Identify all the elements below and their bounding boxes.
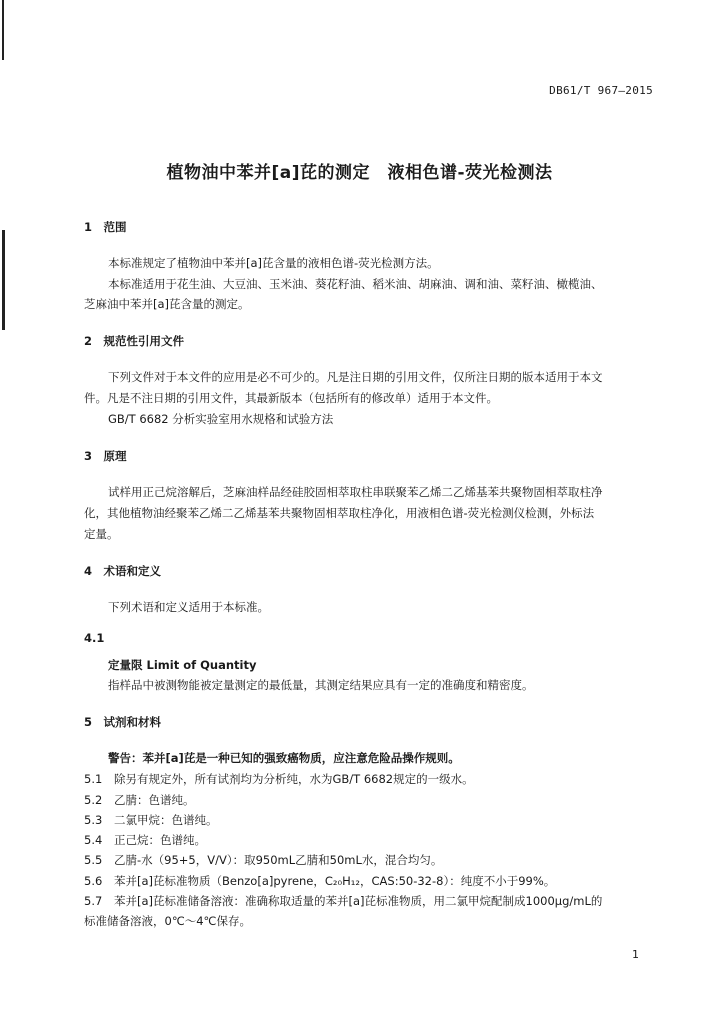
- section-5-heading: 5 试剂和材料: [84, 715, 162, 729]
- clause-5-5: 5.5 乙腈-水（95+5，V/V）：取950mL乙腈和50mL水，混合均匀。: [84, 853, 443, 867]
- section-1-para-2-line-1: 本标准适用于花生油、大豆油、玉米油、葵花籽油、稻米油、胡麻油、调和油、菜籽油、橄榄油、: [108, 277, 603, 291]
- section-2-heading: 2 规范性引用文件: [84, 334, 185, 348]
- clause-5-7: 5.7 苯并[a]芘标准储备溶液：准确称取适量的苯并[a]芘标准物质，用二氯甲烷配制成1000μg/mL的: [84, 894, 603, 908]
- section-2-para-1-line-1: 下列文件对于本文件的应用是必不可少的。凡是注日期的引用文件，仅所注日期的版本适用于本文: [108, 370, 603, 384]
- section-1-heading: 1 范围: [84, 220, 127, 234]
- clause-5-1: 5.1 除另有规定外，所有试剂均为分析纯，水为GB/T 6682规定的一级水。: [84, 772, 474, 786]
- term-definition: 指样品中被测物能被定量测定的最低量，其测定结果应具有一定的准确度和精密度。: [108, 678, 534, 692]
- document-title: 植物油中苯并[a]芘的测定 液相色谱-荧光检测法: [166, 163, 553, 183]
- section-4-para: 下列术语和定义适用于本标准。: [108, 600, 269, 614]
- section-3-para-line-2: 化，其他植物油经聚苯乙烯二乙烯基苯共聚物固相萃取柱净化，用液相色谱-荧光检测仪检测，外标法: [84, 506, 595, 520]
- safety-warning: 警告：苯并[a]芘是一种已知的强致癌物质，应注意危险品操作规则。: [108, 751, 460, 765]
- term-quantity-limit: 定量限 Limit of Quantity: [108, 658, 257, 672]
- clause-5-3: 5.3 二氯甲烷：色谱纯。: [84, 813, 218, 827]
- section-2-para-1-line-2: 件。凡是不注日期的引用文件，其最新版本（包括所有的修改单）适用于本文件。: [84, 391, 498, 405]
- clause-5-2: 5.2 乙腈：色谱纯。: [84, 793, 195, 807]
- clause-4-1-number: 4.1: [84, 631, 105, 645]
- section-3-heading: 3 原理: [84, 449, 127, 463]
- page-number: 1: [632, 948, 639, 961]
- clause-5-4: 5.4 正己烷：色谱纯。: [84, 833, 206, 847]
- section-1-para-1: 本标准规定了植物油中苯并[a]芘含量的液相色谱-荧光检测方法。: [108, 256, 439, 270]
- section-4-heading: 4 术语和定义: [84, 564, 162, 578]
- section-3-para-line-3: 定量。: [84, 527, 119, 541]
- clause-5-7-continued: 标准储备溶液，0℃～4℃保存。: [84, 914, 251, 928]
- section-2-reference: GB/T 6682 分析实验室用水规格和试验方法: [108, 412, 334, 426]
- section-1-para-2-line-2: 芝麻油中苯并[a]芘含量的测定。: [84, 297, 250, 311]
- clause-5-6: 5.6 苯并[a]芘标准物质（Benzo[a]pyrene，C₂₀H₁₂，CAS:50-32-8）：纯度不小于99%。: [84, 874, 556, 888]
- section-3-para-line-1: 试样用正己烷溶解后，芝麻油样品经硅胶固相萃取柱串联聚苯乙烯二乙烯基苯共聚物固相萃取柱净: [108, 485, 603, 499]
- document-code: DB61/T 967—2015: [549, 84, 653, 97]
